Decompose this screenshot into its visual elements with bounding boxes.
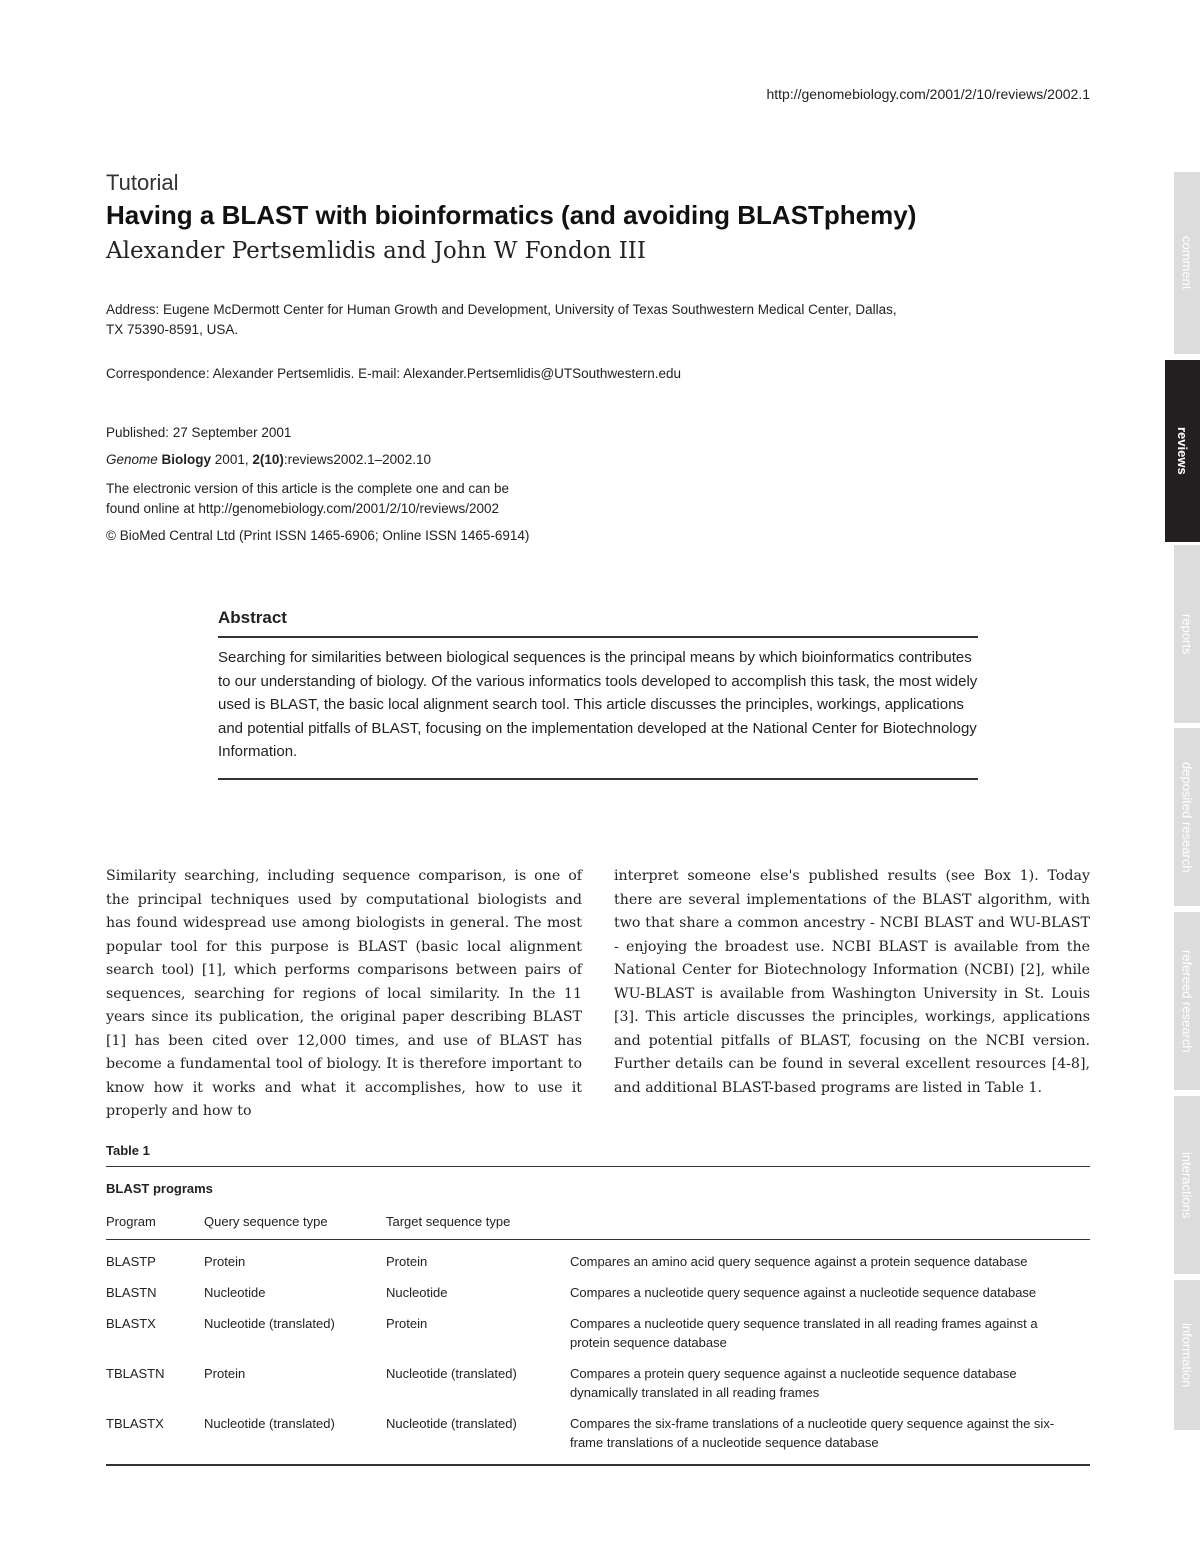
table-cell: Protein [386,1316,428,1331]
citation [106,450,431,470]
table-1 [106,1143,1090,1466]
table-cell: Nucleotide (translated) [386,1366,517,1381]
electronic-version-note [106,479,509,519]
table-row [106,1308,1090,1358]
table-cell: Protein [386,1254,428,1269]
abstract-box [218,608,978,780]
body-column-right [614,865,1090,1100]
table-row [106,1277,1090,1308]
side-tab-comment[interactable] [1174,172,1200,354]
citation-pages: :reviews2002.1–2002.10 [283,452,431,467]
table-cell: TBLASTN [106,1366,165,1381]
citation-journal: Genome [106,452,158,467]
table-cell: TBLASTX [106,1416,164,1431]
abstract-text: Searching for similarities between biological sequences is the principal means by which bioinformatics contributes to our understanding of biology. Of the various informatics tools developed to accomplish this task, the most widely used is BLAST, the basic local alignment search tool. This article discusses the principles, workings, applications and potential pitfalls of BLAST, focusing on the implementation developed at the National Center for Biotechnology Information. [218,649,978,760]
divider [106,1464,1090,1466]
body-paragraph: Similarity searching, including sequence comparison, is one of the principal techniques used by computational biologists and has found widespread use among biologists in general. The most popular tool for this purpose is BLAST (basic local alignment search tool) [1], which performs comparisons between pairs of sequences, searching for regions of local similarity. In the 11 years since its publication, the original paper describing BLAST [1] has been cited over 12,000 times, and use of BLAST has become a fundamental tool of biology. It is therefore important to know how it works and what it accomplishes, how to use it properly and how to [106,868,582,1119]
table-cell: Nucleotide (translated) [204,1416,335,1431]
table-cell: Compares a nucleotide query sequence against a nucleotide sequence database [570,1285,1037,1300]
side-tab-label: reviews [1175,427,1190,475]
column-header: Program [106,1214,156,1229]
side-tab-reports[interactable] [1174,545,1200,723]
divider [218,778,978,780]
table-label: Table 1 [106,1143,150,1158]
address-line: Address: Eugene McDermott Center for Human Growth and Development, University of Texas Southwestern Medical Center, Dallas, [106,302,897,317]
abstract-heading: Abstract [218,608,287,627]
published-date: Published: 27 September 2001 [106,425,292,440]
table-row [106,1358,1090,1408]
table-cell: BLASTX [106,1316,156,1331]
citation-year: 2001, [211,452,253,467]
table-header-row [106,1206,1090,1240]
side-tab-deposited-research[interactable] [1174,728,1200,906]
side-tab-label: refereed research [1179,949,1195,1053]
column-header [570,1212,1090,1231]
table-caption: BLAST programs [106,1181,213,1196]
table-row [106,1408,1090,1458]
body-paragraph: interpret someone else's published results (see Box 1). Today there are several implementations of the BLAST algorithm, with two that share a common ancestry - NCBI BLAST and WU-BLAST - enjoying the broadest use. NCBI BLAST is available from the National Center for Biotechnology Information (NCBI) [2], while WU-BLAST is available from Washington University in St. Louis [3]. This article discusses the principles, workings, applications and potential pitfalls of BLAST, focusing on the NCBI version. Further details can be found in several excellent resources [4-8], and additional BLAST-based programs are listed in Table 1. [614,868,1090,1096]
side-tab-label: reports [1179,613,1195,655]
side-tab-refereed-research[interactable] [1174,912,1200,1090]
side-tab-interactions[interactable] [1174,1096,1200,1274]
table-cell: Protein [204,1366,246,1381]
table-cell: Compares a protein query sequence against a nucleotide sequence database dynamically translated in all reading frames [570,1366,1017,1400]
table-cell: Compares a nucleotide query sequence translated in all reading frames against a protein sequence database [570,1316,1038,1350]
article-authors: Alexander Pertsemlidis and John W Fondon III [106,238,646,264]
table-cell: Nucleotide (translated) [386,1416,517,1431]
side-tab-label: comment [1179,236,1195,290]
table-cell: Protein [204,1254,246,1269]
side-tab-label: information [1179,1322,1195,1388]
table-cell: Compares the six-frame translations of a nucleotide query sequence against the six-frame translations of a nucleotide sequence database [570,1416,1055,1450]
divider [218,636,978,638]
article-url[interactable]: http://genomebiology.com/2001/2/10/reviews/2002.1 [766,86,1090,102]
table-cell: BLASTP [106,1254,156,1269]
address-line: TX 75390-8591, USA. [106,322,239,337]
article-type: Tutorial [106,170,179,195]
table-cell: Nucleotide (translated) [204,1316,335,1331]
note-line: found online at http://genomebiology.com/2001/2/10/reviews/2002 [106,501,500,516]
copyright: © BioMed Central Ltd (Print ISSN 1465-6906; Online ISSN 1465-6914) [106,528,530,543]
article-title: Having a BLAST with bioinformatics (and avoiding BLASTphemy) [106,200,917,230]
citation-biology: Biology [161,452,212,467]
body-column-left [106,865,582,1124]
table-cell: Nucleotide [204,1285,266,1300]
note-line: The electronic version of this article is the complete one and can be [106,481,509,496]
side-tab-information[interactable] [1174,1280,1200,1430]
side-tab-reviews[interactable] [1165,360,1200,542]
table-cell: Nucleotide [386,1285,448,1300]
table-cell: Compares an amino acid query sequence against a protein sequence database [570,1254,1028,1269]
column-header: Target sequence type [386,1214,511,1229]
correspondence: Correspondence: Alexander Pertsemlidis. E-mail: Alexander.Pertsemlidis@UTSouthwestern.edu [106,366,681,381]
address [106,300,897,340]
table-cell: BLASTN [106,1285,157,1300]
column-header: Query sequence type [204,1214,328,1229]
divider [106,1166,1090,1167]
citation-volume: 2(10) [252,452,284,467]
table-row [106,1246,1090,1277]
side-tab-label: deposited research [1179,761,1195,873]
side-tab-label: interactions [1179,1151,1195,1219]
